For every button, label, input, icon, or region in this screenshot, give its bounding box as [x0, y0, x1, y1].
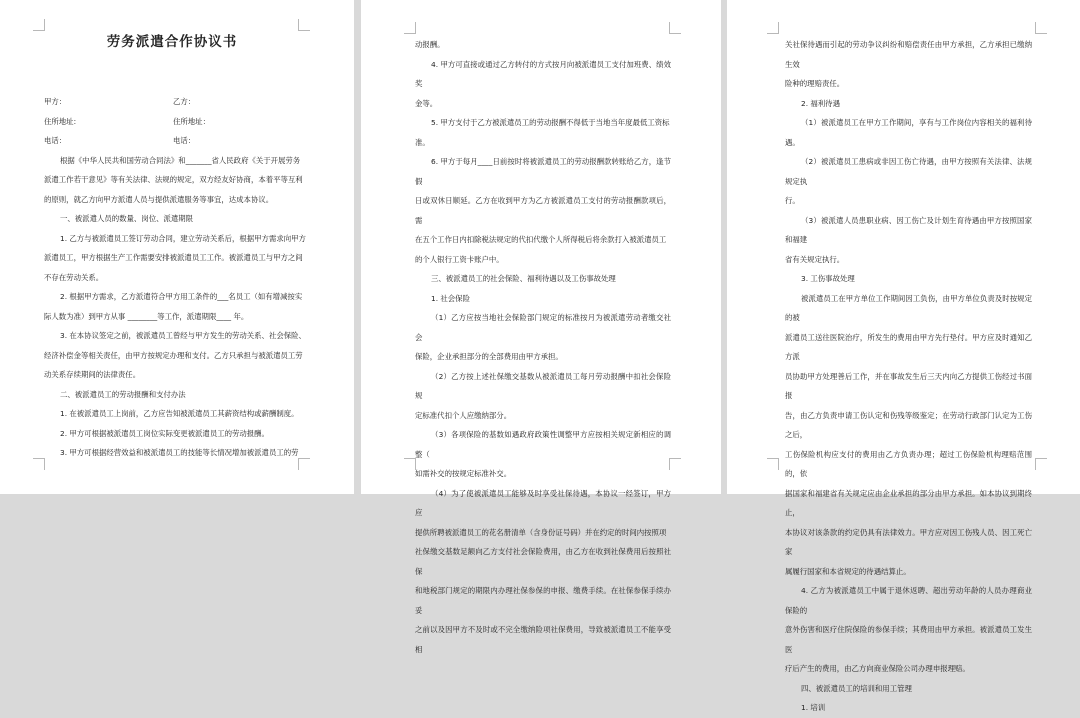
paragraph-line: 2. 根据甲方需求，乙方派遣符合甲方用工条件的___名员工（如有增减按实	[60, 292, 303, 301]
paragraph-line: 关社保待遇而引起的劳动争议纠纷和赔偿责任由甲方承担，乙方承担已缴纳生效	[785, 40, 1032, 69]
paragraph-line: 提供所聘被派遣员工的花名册清单（含身份证号码）并在约定的时间内按照项	[415, 527, 667, 537]
document-page-3	[727, 0, 1080, 712]
section-heading: 三、被派遣员工的社会保险、福利待遇以及工伤事故处理	[431, 274, 616, 283]
party-b-label: 乙方：	[173, 97, 196, 106]
paragraph-line: 意外伤害和医疗住院保险的参保手续；其费用由甲方承担。被派遣员工发生医	[785, 625, 1032, 654]
paragraph-line: 省有关规定执行。	[785, 254, 845, 264]
paragraph-line: （3）被派遣人员患职业病、因工伤亡及计划生育待遇由甲方按照国家和福建	[785, 215, 1032, 244]
document-page-2	[361, 0, 721, 654]
paragraph-line: 属履行国家和本省规定的待遇结算止。	[785, 566, 911, 576]
paragraph-line: 之前以及因甲方不及时或不完全缴纳险项社保费用，导致被派遣员工不能享受相	[415, 625, 671, 654]
phone-b-label: 电话：	[173, 136, 196, 145]
paragraph-line: 根据《中华人民共和国劳动合同法》和_______省人民政府《关于开展劳务	[60, 155, 301, 165]
paragraph-line: 据国家和福建省有关规定应由企业承担的部分由甲方承担。如本协议到期终止，	[785, 488, 1032, 517]
paragraph-line: 疗后产生的费用，由乙方向商业保险公司办理申报理赔。	[785, 664, 970, 673]
paragraph-line: 6. 甲方于每月____日前按时将被派遣员工的劳动报酬款转账给乙方，逢节假	[415, 157, 671, 186]
margin-corner-bottom-right	[1035, 458, 1047, 470]
party-row	[44, 92, 306, 112]
address-row	[44, 112, 306, 132]
paragraph-line: （1）乙方应按当地社会保险部门规定的标准按月为被派遣劳动者缴交社会	[415, 313, 671, 342]
page-2-content	[415, 35, 671, 659]
subsection-heading: 1. 培训	[801, 703, 826, 712]
paragraph-line: 告，由乙方负责申请工伤认定和伤残等级鉴定；在劳动行政部门认定为工伤之后，	[785, 410, 1032, 439]
paragraph-line: 在五个工作日内扣除税法规定的代扣代缴个人所得税后将余款打入被派遣员工	[415, 235, 667, 244]
margin-corner-top-right	[1035, 22, 1047, 34]
paragraph-line: 4. 甲方可直接或通过乙方转付的方式按月向被派遣员工支付加班费、绩效奖	[415, 59, 671, 88]
paragraph-line: 动关系存续期间的法律责任。	[44, 370, 141, 379]
paragraph-line: 派遣工作若干意见》等有关法律、法规的规定，双方经友好协商，本着平等互利	[44, 175, 303, 184]
paragraph-line: （3）各项保险的基数如遇政府政策性调整甲方应按相关规定新相应的调整（	[415, 430, 671, 459]
margin-corner-bottom-left	[767, 458, 779, 470]
section-heading: 四、被派遣员工的培训和用工管理	[801, 683, 912, 693]
paragraph-line: 动报酬。	[415, 40, 445, 49]
paragraph-line: 被派遣员工在甲方单位工作期间因工负伤，由甲方单位负责及时按规定的被	[785, 293, 1032, 322]
document-page-1	[0, 0, 354, 494]
subsection-heading: 3. 工伤事故处理	[801, 274, 855, 283]
paragraph-line: 4. 乙方为被派遣员工中属于退休返聘、超出劳动年龄的人员办理商业保险的	[785, 586, 1032, 615]
paragraph-line: 3. 甲方可根据经营效益和被派遣员工的技能等长情况增加被派遣员工的劳	[60, 448, 299, 457]
paragraph-line: 和地税部门规定的期限内办理社保参保的申报、缴费手续。在社保参保手续办妥	[415, 586, 671, 615]
subsection-heading: 2. 福利待遇	[801, 98, 840, 108]
paragraph-line: 社保缴交基数足额向乙方支付社会保险费用，由乙方在收到社保费用后按照社保	[415, 547, 671, 576]
paragraph-line: 派遣员工，甲方根据生产工作需要安排被派遣员工工作。被派遣员工与甲方之间	[44, 253, 303, 262]
paragraph-line: 经济补偿金等相关责任，由甲方按规定办理和支付。乙方只承担与被派遣员工劳	[44, 350, 303, 360]
paragraph-line: 金等。	[415, 98, 438, 108]
paragraph-line: （2）乙方按上述社保缴交基数从被派遣员工每月劳动报酬中扣社会保险规	[415, 371, 671, 400]
party-a-label: 甲方：	[44, 97, 67, 106]
paragraph-line: 保险，企业承担部分的全部费用由甲方承担。	[415, 352, 563, 361]
paragraph-line: 2. 甲方可根据被派遣员工岗位实际变更被派遣员工的劳动报酬。	[60, 428, 269, 438]
paragraph-line: 的原则，就乙方向甲方派遣人员与提供派遣服务等事宜，达成本协议。	[44, 194, 274, 204]
page-3-content	[785, 35, 1032, 718]
address-b-label: 住所地址：	[173, 116, 210, 126]
paragraph-line: 日或双休日顺延。乙方在收到甲方为乙方被派遣员工支付的劳动报酬款项后，需	[415, 196, 671, 225]
paragraph-line: 5. 甲方支付于乙方被派遣员工的劳动报酬不得低于当地当年度最低工资标	[431, 118, 670, 127]
paragraph-line: 际人数为准）到甲方从事 ________等工作，派遣期限____ 年。	[44, 311, 249, 321]
margin-corner-top-right	[669, 22, 681, 34]
paragraph-line: （4）为了使被派遣员工能够及时享受社保待遇，本协议一经签订，甲方应	[415, 488, 671, 517]
section-heading: 一、被派遣人员的数量、岗位、派遣期限	[60, 214, 194, 223]
margin-corner-top-left	[767, 22, 779, 34]
phone-row	[44, 131, 306, 151]
paragraph-line: 定标准代扣个人应缴纳部分。	[415, 410, 512, 420]
paragraph-line: 派遣员工送往医院治疗，所发生的费用由甲方先行垫付。甲方应及时通知乙方派	[785, 332, 1032, 361]
paragraph-line: 本协议对该条款的约定仍具有法律效力。甲方应对因工伤残人员、因工死亡家	[785, 527, 1032, 556]
paragraph-line: 准。	[415, 137, 430, 147]
address-a-label: 住所地址:	[44, 116, 77, 126]
paragraph-line: 工伤保险机构应支付的费用由乙方负责办理；超过工伤保险机构理赔范围的，依	[785, 449, 1032, 478]
paragraph-line: 如需补交的按规定标准补交。	[415, 469, 512, 478]
paragraph-line: （2）被派遣员工患病或非因工伤亡待遇，由甲方按照有关法律、法规规定执	[785, 157, 1032, 186]
paragraph-line: 不存在劳动关系。	[44, 272, 104, 282]
paragraph-line: 行。	[785, 196, 800, 205]
paragraph-line: 3. 在本协议签定之前，被派遣员工曾经与甲方发生的劳动关系、社会保险、	[60, 331, 306, 340]
margin-corner-top-right	[298, 19, 310, 31]
paragraph-line: 员协助甲方处理善后工作，并在事故发生后三天内向乙方提供工伤经过书面报	[785, 371, 1032, 400]
page-1-content	[44, 32, 306, 463]
paragraph-line: 1. 在被派遣员工上岗前，乙方应告知被派遣员工其薪资结构或薪酬制度。	[60, 409, 299, 418]
paragraph-line: （1）被派遣员工在甲方工作期间，享有与工作岗位内容相关的福利待遇。	[785, 118, 1032, 147]
margin-corner-top-left	[404, 22, 416, 34]
margin-corner-top-left	[33, 19, 45, 31]
subsection-heading: 1. 社会保险	[431, 293, 470, 303]
phone-a-label: 电话：	[44, 136, 67, 145]
paragraph-line: 1. 乙方与被派遣员工签订劳动合同，建立劳动关系后，根据甲方需求向甲方	[60, 233, 306, 243]
document-title: 劳务派遣合作协议书	[106, 34, 238, 50]
section-heading: 二、被派遣员工的劳动报酬和支付办法	[60, 389, 186, 399]
paragraph-line: 的个人银行工资卡账户中。	[415, 254, 504, 264]
paragraph-line: 险种的理赔责任。	[785, 79, 845, 88]
